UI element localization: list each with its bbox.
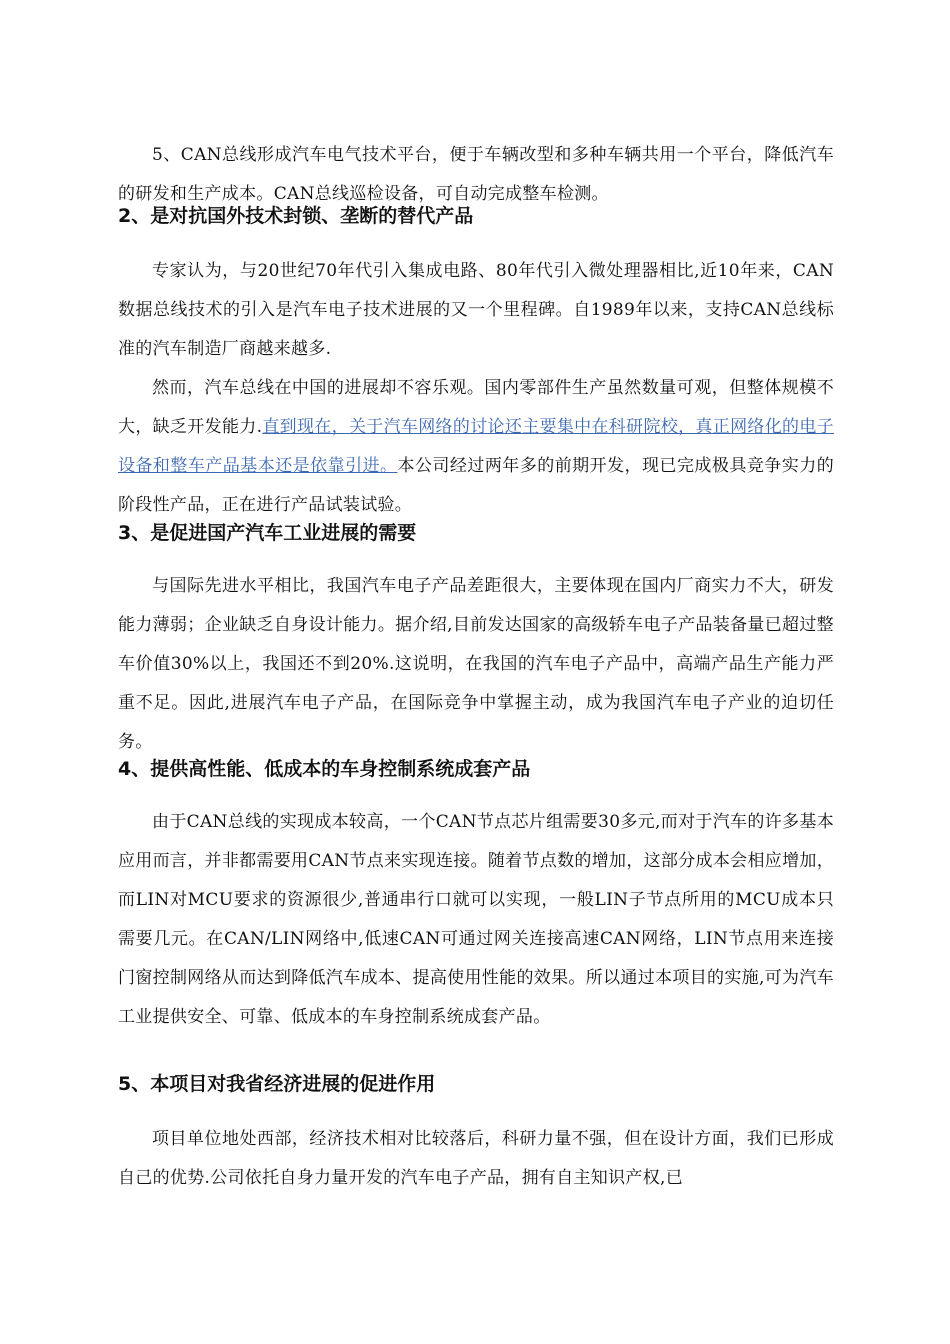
section-heading-5: 5、本项目对我省经济进展的促进作用 bbox=[118, 1073, 436, 1095]
paragraph-text-before-link: 然而，汽车总线在中国的进展却不容乐观。国内零部件生产虽然数量可观，但整体规模不大，缺乏开发能力. bbox=[118, 378, 834, 437]
section-heading-2: 2、是对抗国外技术封锁、垄断的替代产品 bbox=[118, 205, 474, 227]
paragraph-text-after-link: 本公司经过两年多的前期开发，现已完成极具竞争实力的阶段性产品，正在进行产品试装试验。 bbox=[118, 456, 834, 515]
paragraph-international-gap: 与国际先进水平相比，我国汽车电子产品差距很大，主要体现在国内厂商实力不大，研发能力薄弱；企业缺乏自身设计能力。据介绍,目前发达国家的高级轿车电子产品装备量已超过整车价值30%以上，我国还不到20%.这说明，在我国的汽车电子产品中，高端产品生产能力严重不足。因此,进展汽车电子产品，在国际竞争中掌握主动，成为我国汽车电子产业的迫切任务。 bbox=[118, 576, 834, 752]
paragraph-can-lin-cost: 由于CAN总线的实现成本较高，一个CAN节点芯片组需要30多元,而对于汽车的许多基本应用而言，并非都需要用CAN节点来实现连接。随着节点数的增加，这部分成本会相应增加，而LIN对MCU要求的资源很少,普通串行口就可以实现，一般LIN子节点所用的MCU成本只需要几元。在CAN/LIN网络中,低速CAN可通过网关连接高速CAN网络，LIN节点用来连接门窗控制网络从而达到降低汽车成本、提高使用性能的效果。所以通过本项目的实施,可为汽车工业提供安全、可靠、低成本的车身控制系统成套产品。 bbox=[118, 812, 834, 1027]
section-heading-3: 3、是促进国产汽车工业进展的需要 bbox=[118, 522, 417, 544]
paragraph-can-platform: 5、CAN总线形成汽车电气技术平台，便于车辆改型和多种车辆共用一个平台，降低汽车的研发和生产成本。CAN总线巡检设备，可自动完成整车检测。 bbox=[118, 145, 834, 204]
section-heading-4: 4、提供高性能、低成本的车身控制系统成套产品 bbox=[118, 758, 531, 780]
paragraph-domestic-status bbox=[118, 369, 834, 525]
paragraph-expert-opinion: 专家认为，与20世纪70年代引入集成电路、80年代引入微处理器相比,近10年来，CAN数据总线技术的引入是汽车电子技术进展的又一个里程碑。自1989年以来，支持CAN总线标准的汽车制造厂商越来越多. bbox=[118, 261, 834, 359]
paragraph-regional-economy: 项目单位地处西部，经济技术相对比较落后，科研力量不强，但在设计方面，我们已形成自己的优势.公司依托自身力量开发的汽车电子产品，拥有自主知识产权,已 bbox=[118, 1129, 834, 1188]
hyperlink-research-note[interactable]: 直到现在，关于汽车网络的讨论还主要集中在科研院校，真正网络化的电子设备和整车产品基本还是依靠引进。 bbox=[118, 417, 834, 476]
